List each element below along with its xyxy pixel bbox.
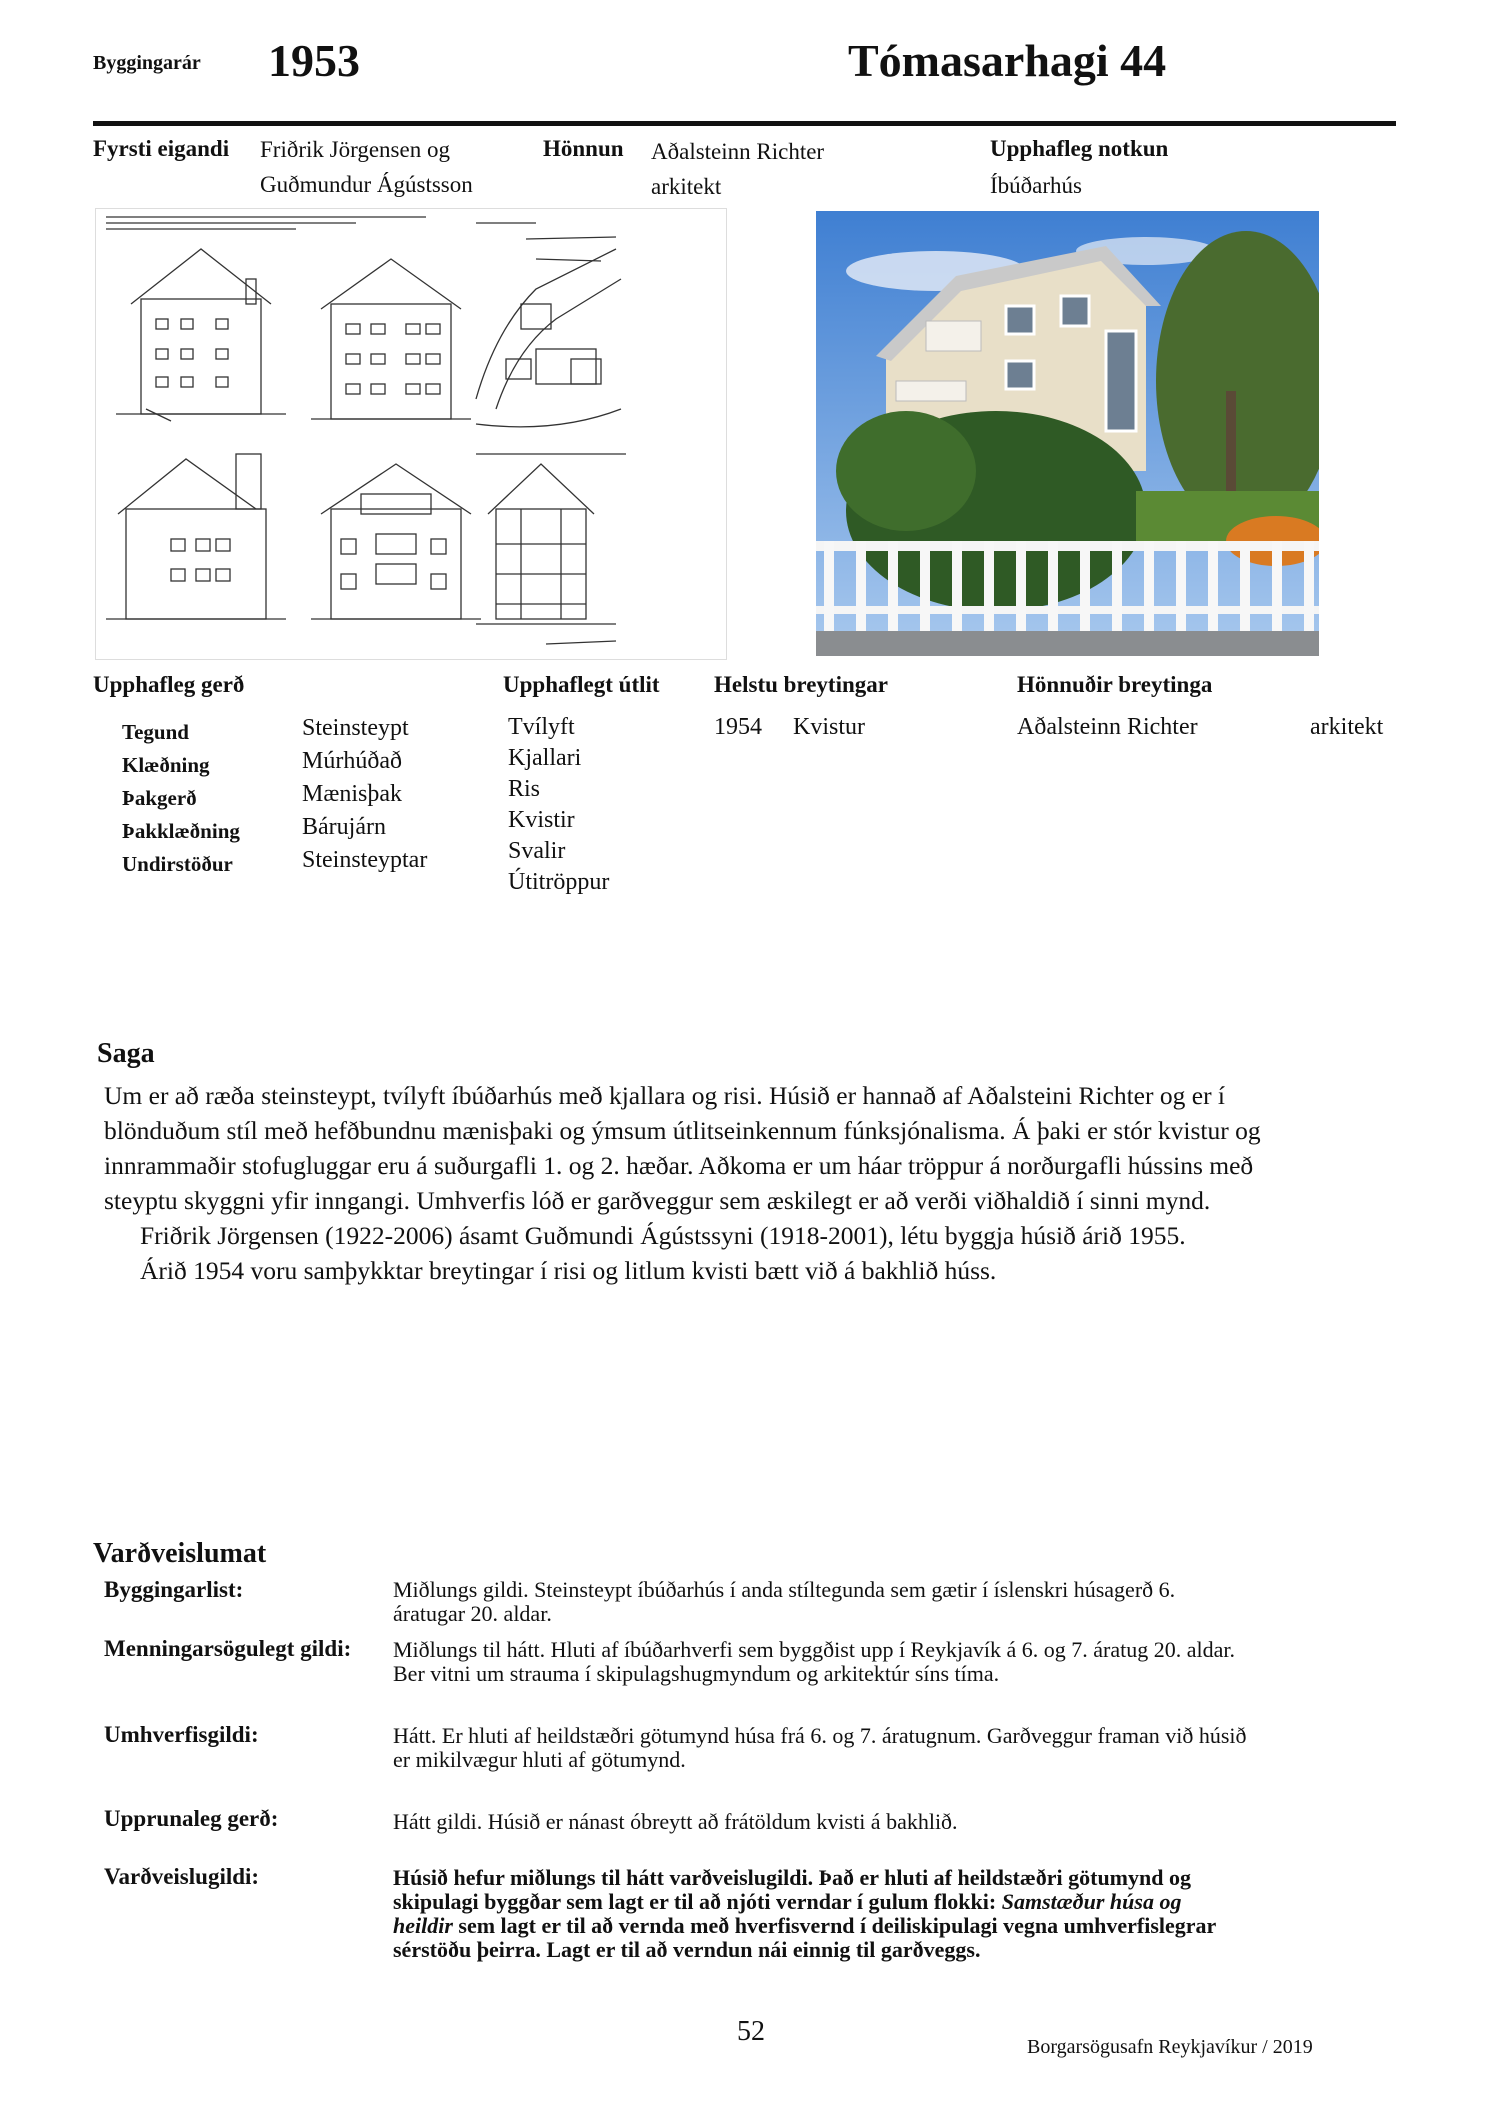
preservation-line — [393, 1890, 1403, 1914]
foundation-label: Undirstöður — [122, 852, 233, 876]
drawings-svg — [96, 209, 726, 659]
original-type-values — [302, 712, 427, 877]
cultural-value-label: Menningarsögulegt gildi: — [104, 1636, 352, 1661]
preservation-italic: Samstæður húsa og — [1001, 1889, 1182, 1914]
change-designer-role: arkitekt — [1310, 714, 1384, 740]
roof-type-value: Mænisþak — [302, 781, 403, 807]
roof-type-label: Þakgerð — [122, 786, 197, 810]
designer-line-2: arkitekt — [651, 174, 722, 199]
look-item: Svalir — [508, 838, 566, 864]
owners-value — [260, 132, 473, 202]
page-title: Tómasarhagi 44 — [848, 35, 1167, 86]
saga-line: Friðrik Jörgensen (1922-2006) ásamt Guðmundi Ágústssyni (1918-2001), létu byggja húsið árið 1955. — [140, 1221, 1186, 1250]
look-item: Kjallari — [508, 745, 582, 771]
saga-line: Um er að ræða steinsteypt, tvílyft íbúðarhús með kjallara og risi. Húsið er hannað af Aðalsteini Richter og er í — [104, 1081, 1226, 1110]
environment-line: er mikilvægur hluti af götumynd. — [393, 1747, 686, 1772]
original-use-label: Upphafleg notkun — [990, 136, 1169, 161]
cladding-value: Múrhúðað — [302, 748, 402, 774]
foundation-value: Steinsteyptar — [302, 847, 428, 873]
architecture-label: Byggingarlist: — [104, 1577, 244, 1602]
architecture-text — [393, 1578, 1403, 1626]
change-designer-name: Aðalsteinn Richter — [1017, 714, 1198, 740]
original-type-title: Upphafleg gerð — [93, 672, 245, 697]
owner-line-2: Guðmundur Ágústsson — [260, 172, 473, 197]
preservation-text-part: sem lagt er til að vernda með hverfisvernd í deiliskipulagi vegna umhverfislegrar — [452, 1913, 1217, 1938]
look-item: Tvílyft — [508, 714, 575, 740]
preservation-line: sérstöðu þeirra. Lagt er til að verndun nái einnig til garðveggs. — [393, 1937, 981, 1962]
page-number: 52 — [737, 2016, 765, 2047]
environment-label: Umhverfisgildi: — [104, 1722, 259, 1747]
house-photo — [816, 211, 1319, 656]
preservation-text — [393, 1866, 1403, 1962]
year-label: Byggingarár — [93, 52, 201, 74]
saga-text — [104, 1078, 1404, 1288]
type-value: Steinsteypt — [302, 715, 409, 741]
environment-text — [393, 1724, 1403, 1772]
original-type-labels — [122, 716, 240, 881]
designer-line-1: Aðalsteinn Richter — [651, 139, 825, 164]
house-photo-svg — [816, 211, 1319, 656]
conservation-title: Varðveislumat — [93, 1538, 267, 1569]
saga-line: steyptu skyggni yfir inngangi. Umhverfis lóð er garðveggur sem æskilegt er að verði viðhaldið í sinni mynd. — [104, 1186, 1211, 1215]
preservation-line: Húsið hefur miðlungs til hátt varðveislugildi. Það er hluti af heildstæðri götumynd og — [393, 1865, 1191, 1890]
saga-line: innrammaðir stofugluggar eru á suðurgafli 1. og 2. hæðar. Aðkoma er um háar tröppur á norðurgafli hússins með — [104, 1151, 1254, 1180]
original-look-list — [508, 712, 609, 898]
preservation-italic: heildir — [393, 1913, 453, 1938]
year-value: 1953 — [268, 35, 360, 86]
look-item: Ris — [508, 776, 541, 802]
preservation-line — [393, 1914, 1403, 1938]
change-year: 1954 — [714, 714, 762, 740]
cladding-label: Klæðning — [122, 753, 210, 777]
change-designers-title: Hönnuðir breytinga — [1017, 672, 1213, 697]
architecture-line: Miðlungs gildi. Steinsteypt íbúðarhús í anda stíltegunda sem gætir í íslenskri húsagerð 6. — [393, 1577, 1176, 1602]
owner-line-1: Friðrik Jörgensen og — [260, 137, 450, 162]
original-form-label: Upprunaleg gerð: — [104, 1806, 279, 1831]
change-item: Kvistur — [793, 714, 865, 740]
type-label: Tegund — [122, 720, 189, 744]
original-use-value: Íbúðarhús — [990, 173, 1082, 198]
saga-line: blönduðum stíl með hefðbundnu mænisþaki og ýmsum útlitseinkennum fúnksjónalisma. Á þaki er stór kvistur og — [104, 1116, 1261, 1145]
design-label: Hönnun — [543, 136, 624, 161]
environment-line: Hátt. Er hluti af heildstæðri götumynd húsa frá 6. og 7. áratugnum. Garðveggur framan við húsið — [393, 1723, 1247, 1748]
saga-line: Árið 1954 voru samþykktar breytingar í risi og litlum kvisti bætt við á bakhlið húss. — [140, 1256, 997, 1285]
roof-cladding-label: Þakklæðning — [122, 819, 240, 843]
changes-title: Helstu breytingar — [714, 672, 888, 697]
original-look-title: Upphaflegt útlit — [503, 672, 660, 697]
preservation-label: Varðveislugildi: — [104, 1864, 260, 1889]
cultural-line: Miðlungs til hátt. Hluti af íbúðarhverfi sem byggðist upp í Reykjavík á 6. og 7. áratug 20. aldar. — [393, 1637, 1235, 1662]
original-form-text: Hátt gildi. Húsið er nánast óbreytt að frátöldum kvisti á bakhlið. — [393, 1809, 958, 1834]
design-value — [651, 134, 824, 204]
look-item: Útitröppur — [508, 869, 610, 895]
footer-source: Borgarsögusafn Reykjavíkur / 2019 — [1027, 2036, 1313, 2058]
architecture-line: áratugar 20. aldar. — [393, 1601, 552, 1626]
cultural-value-text — [393, 1638, 1403, 1686]
header-rule — [93, 121, 1396, 126]
cultural-line: Ber vitni um strauma í skipulagshugmyndum og arkitektúr síns tíma. — [393, 1661, 1000, 1686]
preservation-text-part: skipulagi byggðar sem lagt er til að njóti verndar í gulum flokki: — [393, 1889, 1002, 1914]
saga-title: Saga — [97, 1038, 155, 1069]
roof-cladding-value: Bárujárn — [302, 814, 386, 840]
architectural-drawings — [95, 208, 727, 660]
look-item: Kvistir — [508, 807, 575, 833]
owners-label: Fyrsti eigandi — [93, 136, 230, 161]
